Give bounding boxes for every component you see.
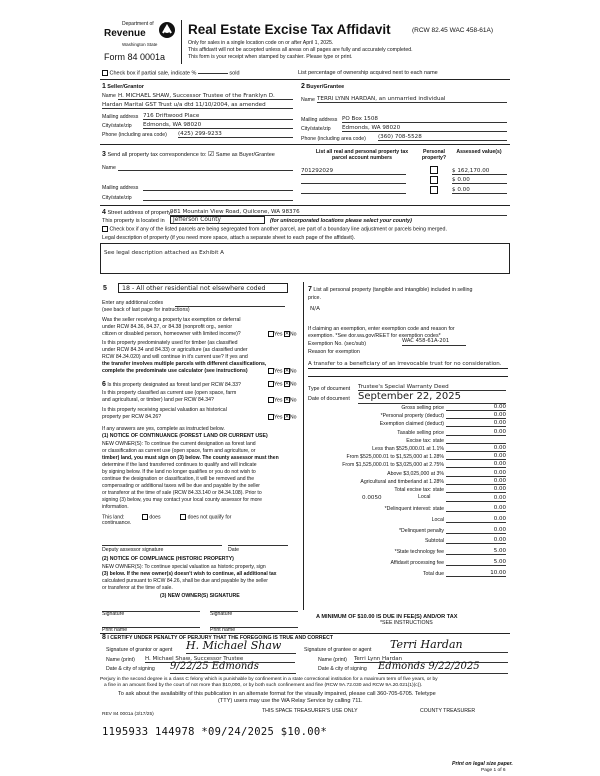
parcel-row-1-value[interactable]: $ 162,170.00 [452, 168, 507, 175]
owner-signature-2-label: Signature [210, 611, 233, 617]
assessed-col-header: Assessed value(s) [456, 149, 502, 155]
continuance-label: continuance. [102, 520, 132, 526]
county-note: (for unincorporated locations please select your county) [270, 218, 412, 224]
seller-city-field[interactable]: Edmonds, WA 98020 [143, 122, 293, 129]
land-does-not-checkbox[interactable] [180, 514, 186, 520]
local-value[interactable]: 0.00 [446, 495, 506, 502]
deputy-date-field[interactable] [228, 540, 288, 546]
seller-phone-field[interactable]: (425) 299-9233 [178, 131, 293, 138]
segregated-row: Check box if any of the listed parcels are being segregated from another parcel, are part of a boundary line adjustment or parcels being merged. [102, 226, 447, 232]
tax-row-value[interactable]: 0.00 [446, 429, 506, 436]
correspondence-mailing-label: Mailing address [102, 185, 139, 191]
land-does-checkbox[interactable] [142, 514, 148, 520]
parcel-row-2-personal-checkbox[interactable] [430, 176, 438, 184]
tax-table [300, 404, 508, 494]
parcel-row-3-number[interactable] [301, 187, 406, 194]
additional-codes-field[interactable] [175, 300, 285, 307]
notice-2-text: NEW OWNER(S): To continue special valuation as historic property, sign (3) below. If the new owner(s) doesn't wish to continue, all additional tax calculated pursuant to RCW 84.26, shall be due and payable by the seller or transferor at the time of sale. [102, 564, 277, 591]
rev-number: REV 84 0001a (3/17/25) [102, 712, 154, 717]
local-rate: 0.0050 [362, 495, 382, 501]
personal-col-header: Personal property? [421, 149, 447, 161]
reason-underline [308, 368, 508, 369]
tax-row-value[interactable]: 0.00 [446, 486, 506, 493]
q-timber-line1: Is this property predominately used for timber (as classified [102, 340, 238, 346]
tax-row [300, 404, 508, 412]
tax-row-label: Gross selling price [401, 405, 444, 411]
reason-label: Reason for exemption [308, 349, 360, 355]
seller-city-label: City/state/zip [102, 123, 132, 129]
tax-row [300, 437, 508, 445]
deputy-date-label: Date [228, 547, 239, 553]
tax-row [300, 445, 508, 453]
grantee-name-label: Name (print) [318, 657, 347, 663]
q-historic-line2: property per RCW 84.26? [102, 414, 162, 420]
q-timber-line2: under RCW 84.34 and 84.33) or agriculture (as classified under [102, 347, 248, 353]
tax-row-value[interactable]: 10.00 [446, 570, 506, 577]
tax-row [300, 486, 508, 494]
q-timber-line4: the transfer involves multiple parcels with different classifications, [102, 361, 267, 367]
q-current-use-line2: and agricultural, or timber) land per RCW 84.34? [102, 397, 214, 403]
tax-local-row [300, 495, 508, 503]
q-timber-no-checkbox[interactable]: ✕ [284, 368, 290, 374]
owner-print-2-label: Print name [210, 627, 236, 633]
seller-mailing-label: Mailing address [102, 114, 139, 120]
form-number: Form 84 0001a [104, 52, 166, 62]
buyer-mailing-label: Mailing address [301, 117, 338, 123]
dept-line2: Washington State [122, 42, 158, 47]
buyer-phone-label: Phone (including area code) [301, 136, 366, 142]
tax-row [300, 412, 508, 420]
tax-row-value[interactable]: 0.00 [446, 453, 506, 460]
county-select[interactable]: Jefferson County [170, 216, 265, 224]
tax-row-label: *Personal property (deduct) [380, 413, 444, 420]
property-street-field[interactable]: 981 Mountain View Road, Quilcene, WA 98376 [170, 209, 507, 216]
buyer-mailing-field[interactable]: PO Box 1508 [342, 116, 507, 123]
notice-1-title: (1) NOTICE OF CONTINUANCE (FOREST LAND OR CURRENT USE) [102, 433, 268, 439]
tax-row [300, 527, 508, 538]
dept-line1: Department of [122, 21, 154, 27]
tax-row [300, 505, 508, 516]
q-historic-line1: Is this property receiving special valuation as historical [102, 407, 227, 413]
section-rule-2 [100, 144, 510, 145]
tax-row-label: From $525,000.01 to $1,525,000 at 1.28% [346, 454, 444, 461]
see-instructions: *SEE INSTRUCTIONS [380, 620, 433, 626]
legal-size-note: Print on legal size paper. [452, 761, 513, 767]
q-exemption-line1: Was the seller receiving a property tax exemption or deferral [102, 317, 241, 323]
grantor-date-field[interactable]: 9/22/25 Edmonds [170, 661, 296, 674]
same-as-buyer-label: Same as Buyer/Grantee [215, 152, 275, 158]
parcel-row-3-value[interactable]: $ 0.00 [452, 187, 507, 194]
seller-heading: 1 Seller/Grantor [102, 83, 144, 90]
same-as-buyer-checkbox[interactable]: ☑ [208, 151, 215, 158]
buyer-name-label: Name [301, 97, 315, 103]
notice-1-text: NEW OWNER(S): To continue the current designation as forest land or classification as current use (open space, farm and agriculture, or timber) land, you must sign on (3) below. The county assessor must then determine if the land transferred continues to qualify and will indicate by signing below. If the land no longer qualifies or you do not wish to continue the designation or classification, it will be removed and the compensating or additional taxes will be due and payable by the seller or transferor at the time of sale (RCW 84.33.140 or 84.34.108). Prior to signing (3) below, you may contact your local county assessor for more information. [102, 441, 279, 510]
property-street-row: 4 Street address of property: [102, 209, 173, 216]
perjury-line-1: Perjury in the second degree is a class C felony which is punishable by confinement in a state correctional institution for a maximum term of five years, or by [100, 677, 438, 682]
segregated-checkbox[interactable] [102, 226, 108, 232]
partial-sale-label: Check box if partial sale, indicate % [109, 70, 197, 77]
tax-row-value[interactable]: 0.00 [446, 505, 506, 512]
doc-type-field[interactable]: Trustee's Special Warranty Deed [358, 384, 506, 391]
county-treasurer-label: COUNTY TREASURER [420, 708, 476, 714]
tax-row-value[interactable]: 0.00 [446, 461, 506, 468]
legal-description-field[interactable] [100, 243, 510, 274]
q-forest-answers: Yes ✕No [268, 381, 297, 388]
tax-row-value[interactable]: 0.00 [446, 445, 506, 452]
q-current-use-line1: Is this property classified as current use (open space, farm [102, 390, 237, 396]
q-timber-line5: complete the predominate use calculator (see instructions) [102, 368, 248, 374]
seller-phone-label: Phone (including area code) [102, 132, 167, 138]
header-rule [100, 79, 510, 80]
header-note-1: Only for sales in a single location code on or after April 1, 2025. [188, 40, 334, 46]
tax-row-value[interactable]: 0.00 [446, 537, 506, 544]
percentage-note: List percentage of ownership acquired next to each name [298, 70, 438, 76]
tax-row-value[interactable]: 0.00 [446, 470, 506, 477]
grantee-signature[interactable]: Terri Hardan [390, 639, 508, 653]
reason-underline-2 [308, 376, 508, 377]
partial-sale-row [102, 70, 240, 77]
q-current-use-no-checkbox[interactable]: ✕ [284, 397, 290, 403]
exemption-label-1: If claiming an exemption, enter exemption code and reason for [308, 326, 455, 332]
header-divider [181, 20, 182, 64]
revenue-logo-icon [158, 21, 176, 39]
exemption-no-field[interactable]: WAC 458-61A-201 [402, 339, 466, 346]
exemption-label-2: exemption. *See dor.wa.gov/REET for exemption codes* [308, 333, 441, 339]
seller-mailing-field[interactable]: 716 Driftwood Place [143, 113, 293, 120]
reason-field[interactable]: A transfer to a beneficiary of an irrevocable trust for no consideration. [308, 361, 502, 367]
owners-signature-title: (3) NEW OWNER(S) SIGNATURE [160, 593, 240, 599]
tax-rows [300, 404, 508, 494]
buyer-city-label: City/state/zip [301, 126, 331, 132]
tax-row [300, 516, 508, 527]
correspondence-mailing-field[interactable] [143, 184, 293, 191]
correspondence-name-label: Name [102, 165, 116, 171]
q-timber-answers: Yes ✕No [268, 368, 297, 375]
tax-row [300, 461, 508, 469]
parcel-row-1-personal-checkbox[interactable] [430, 166, 438, 174]
tax-row-value[interactable]: 0.00 [446, 516, 506, 523]
notice-2-title: (2) NOTICE OF COMPLIANCE (HISTORIC PROPERTY) [102, 556, 234, 562]
use-code-select[interactable]: 18 - All other residential not elsewhere coded [118, 283, 288, 293]
tax-row-label: From $1,525,000.01 to $3,025,000 at 2.75% [342, 462, 444, 469]
seller-name-line1[interactable]: H. MICHAEL SHAW, Successor Trustee of the Franklyn D. [118, 93, 293, 100]
grantee-sig-label: Signature of grantee or agent [304, 647, 372, 653]
this-land-row: This land: does does not qualify for [102, 514, 232, 521]
tax-row-value[interactable]: 0.00 [446, 527, 506, 534]
partial-sale-checkbox[interactable] [102, 70, 108, 76]
alternate-format: To ask about the availability of this publication in an alternate format for the visually impaired, please call 360-705-6705. Teletype [118, 691, 436, 697]
tax-row-label: Taxable selling price [397, 429, 444, 436]
q-current-use-answers: Yes ✕No [268, 397, 297, 404]
certify-row: 8 I CERTIFY UNDER PENALTY OF PERJURY THAT THE FOREGOING IS TRUE AND CORRECT [102, 634, 334, 641]
tax-row-label: Less than $525,000.01 at 1.1% [372, 445, 444, 452]
correspondence-name-field[interactable] [118, 164, 293, 171]
personal-property-field[interactable]: N/A [310, 306, 320, 312]
tax-row-label: *State technology fee [394, 549, 444, 556]
grantor-sig-label: Signature of grantor or agent [106, 647, 173, 653]
q-exemption-answers: Yes ✕No [268, 331, 297, 338]
grantor-name-field[interactable]: H. Michael Shaw, Successor Trustee [145, 656, 295, 663]
grantee-date-field[interactable]: Edmonds 9/22/2025 [378, 661, 508, 674]
tax-row-value[interactable]: 0.00 [446, 412, 506, 419]
tax-row [300, 453, 508, 461]
buyer-city-field[interactable]: Edmonds, WA 98020 [342, 125, 507, 132]
tax-row [300, 570, 508, 581]
owner-print-1-label: Print name [102, 627, 128, 633]
personal-property-row: 7 List all personal property (tangible and intangible) included in selling [308, 286, 473, 293]
tax-row-value[interactable]: 0.00 [446, 404, 506, 411]
deputy-signature-field[interactable] [102, 540, 222, 546]
parcel-row-3-personal-checkbox[interactable] [430, 186, 438, 194]
perjury-line-2: a fine in an amount fixed by the court of not more than $10,000, or by both such confinement and fine (RCW 9A.72.030 and RCW 9A.20.021(1)(c)). [104, 683, 423, 688]
tax-row-label: Agricultural and timberland at 1.28% [360, 478, 444, 485]
doc-date-label: Date of document [308, 396, 350, 402]
tax-row [300, 470, 508, 478]
tax-row-label: Total due [422, 570, 444, 577]
tax-row [300, 478, 508, 486]
tax-row-label: *Delinquent interest: state [384, 506, 444, 512]
additional-codes-label: Enter any additional codes [102, 300, 164, 306]
tty-note: (TTY) users may use the WA Relay Service by calling 711. [218, 698, 363, 704]
sold-label: sold [229, 70, 240, 77]
tax-row-value[interactable] [446, 437, 506, 444]
owner-signature-1-label: Signature [102, 611, 125, 617]
grantor-signature[interactable]: H. Michael Shaw [186, 640, 296, 654]
parcel-row-1-number[interactable]: 701292029 [301, 168, 406, 175]
legal-description-text: See legal description attached as Exhibit A [104, 250, 224, 256]
tax-row-value[interactable]: 5.00 [446, 559, 506, 566]
grantee-name-field[interactable]: Terri Lynn Hardan [354, 656, 508, 663]
tax-row-label: Local [431, 516, 444, 523]
q-historic-no-checkbox[interactable]: ✕ [284, 414, 290, 420]
tax-row-label: Exemption claimed (deduct) [379, 421, 444, 428]
doc-date-field[interactable]: September 22, 2025 [358, 391, 506, 404]
q-forest-no-checkbox[interactable]: ✕ [284, 381, 290, 387]
additional-codes-note: (see back of last page for instructions) [102, 307, 190, 313]
form-title: Real Estate Excise Tax Affidavit [188, 22, 391, 37]
q-timber-line3: RCW 84.34.020) and will continue in it's current use? If yes and [102, 354, 248, 360]
tax-row-value[interactable]: 0.00 [446, 478, 506, 485]
doc-type-label: Type of document [308, 386, 351, 392]
tax-row-value[interactable]: 0.00 [446, 420, 506, 427]
grantee-date-label: Date & city of signing [318, 666, 367, 672]
header-note-3: This form is your receipt when stamped by cashier. Please type or print. [188, 54, 353, 60]
tax-row [300, 559, 508, 570]
tax-table-2 [300, 505, 508, 581]
page-number: Page 1 of 6 [481, 768, 506, 773]
q-exemption-no-checkbox[interactable]: ✕ [284, 331, 290, 337]
tax-row-label: Subtotal [424, 538, 444, 545]
tax-row [300, 420, 508, 428]
q-forest-row: 6 Is this property designated as forest land per RCW 84.33? [102, 381, 241, 388]
buyer-name-field[interactable]: TERRI LYNN HARDAN, an unmarried individual [317, 96, 507, 103]
partial-sale-percent-field[interactable] [198, 73, 228, 74]
grantor-date-label: Date & city of signing [106, 666, 155, 672]
seller-name-label: Name [102, 93, 116, 99]
section-rule-3 [100, 205, 510, 206]
if-yes-note: If any answers are yes, complete as instructed below. [102, 426, 225, 432]
correspondence-heading: 3 Send all property tax correspondence to: ☑ Same as Buyer/Grantee [102, 151, 275, 158]
q-exemption-line3: citizen or disabled person, homeowner with limited income)? [102, 331, 241, 337]
tax-row-label: Affidavit processing fee [390, 559, 444, 566]
tax-row [300, 429, 508, 437]
buyer-heading: 2 Buyer/Grantee [301, 83, 345, 90]
exemption-no-label: Exemption No. (sec/sub) [308, 341, 366, 347]
minimum-note: A MINIMUM OF $10.00 IS DUE IN FEE(S) AND/OR TAX [316, 614, 458, 620]
parcel-row-2-number[interactable] [301, 177, 406, 184]
correspondence-city-label: City/state/zip [102, 195, 132, 201]
tax-row [300, 548, 508, 559]
q-exemption-line2: under RCW 84.36, 84.37, or 84.38 (nonprofit org., senior [102, 324, 233, 330]
tax-row-label: *Delinquent penalty [399, 527, 444, 534]
header-note-2: This affidavit will not be accepted unless all areas on all pages are fully and accurately completed. [188, 47, 413, 53]
buyer-phone-field[interactable]: (360) 708-5528 [378, 134, 507, 141]
seller-name-line2[interactable]: Hardan Marital GST Trust u/a dtd 11/10/2004, as amended [102, 102, 293, 109]
property-county-label: This property is located in [102, 218, 165, 224]
form-rcw: (RCW 82.45 WAC 458-61A) [412, 27, 494, 34]
local-label: Local [418, 494, 431, 500]
legal-description-label: Legal description of property (if you need more space, attach a separate sheet to each page of the affidavit). [102, 235, 356, 241]
deputy-signature-label: Deputy assessor signature [102, 547, 164, 553]
cashier-stamp: 1195933 144978 *09/24/2025 $10.00* [102, 726, 328, 738]
grantor-name-label: Name (print) [106, 657, 135, 663]
personal-property-label-2: price. [308, 295, 321, 301]
tax-row-label: Total excise tax: state [394, 486, 444, 493]
parcel-col-header: List all real and personal property tax parcel account numbers [315, 149, 409, 161]
tax-row-label: Excise tax: state [406, 437, 444, 444]
tax-row-value[interactable]: 5.00 [446, 548, 506, 555]
tax-rows-2 [300, 505, 508, 581]
parcel-row-2-value[interactable]: $ 0.00 [452, 177, 507, 184]
section-5-number: 5 [103, 285, 107, 292]
tax-row [300, 537, 508, 548]
correspondence-city-field[interactable] [143, 194, 293, 201]
tax-row-label: Above $3,025,000 at 3% [387, 470, 444, 477]
q-historic-answers: Yes ✕No [268, 414, 297, 421]
treasurer-use-label: THIS SPACE TREASURER'S USE ONLY [262, 708, 358, 714]
dept-logo: Revenue [104, 28, 146, 39]
